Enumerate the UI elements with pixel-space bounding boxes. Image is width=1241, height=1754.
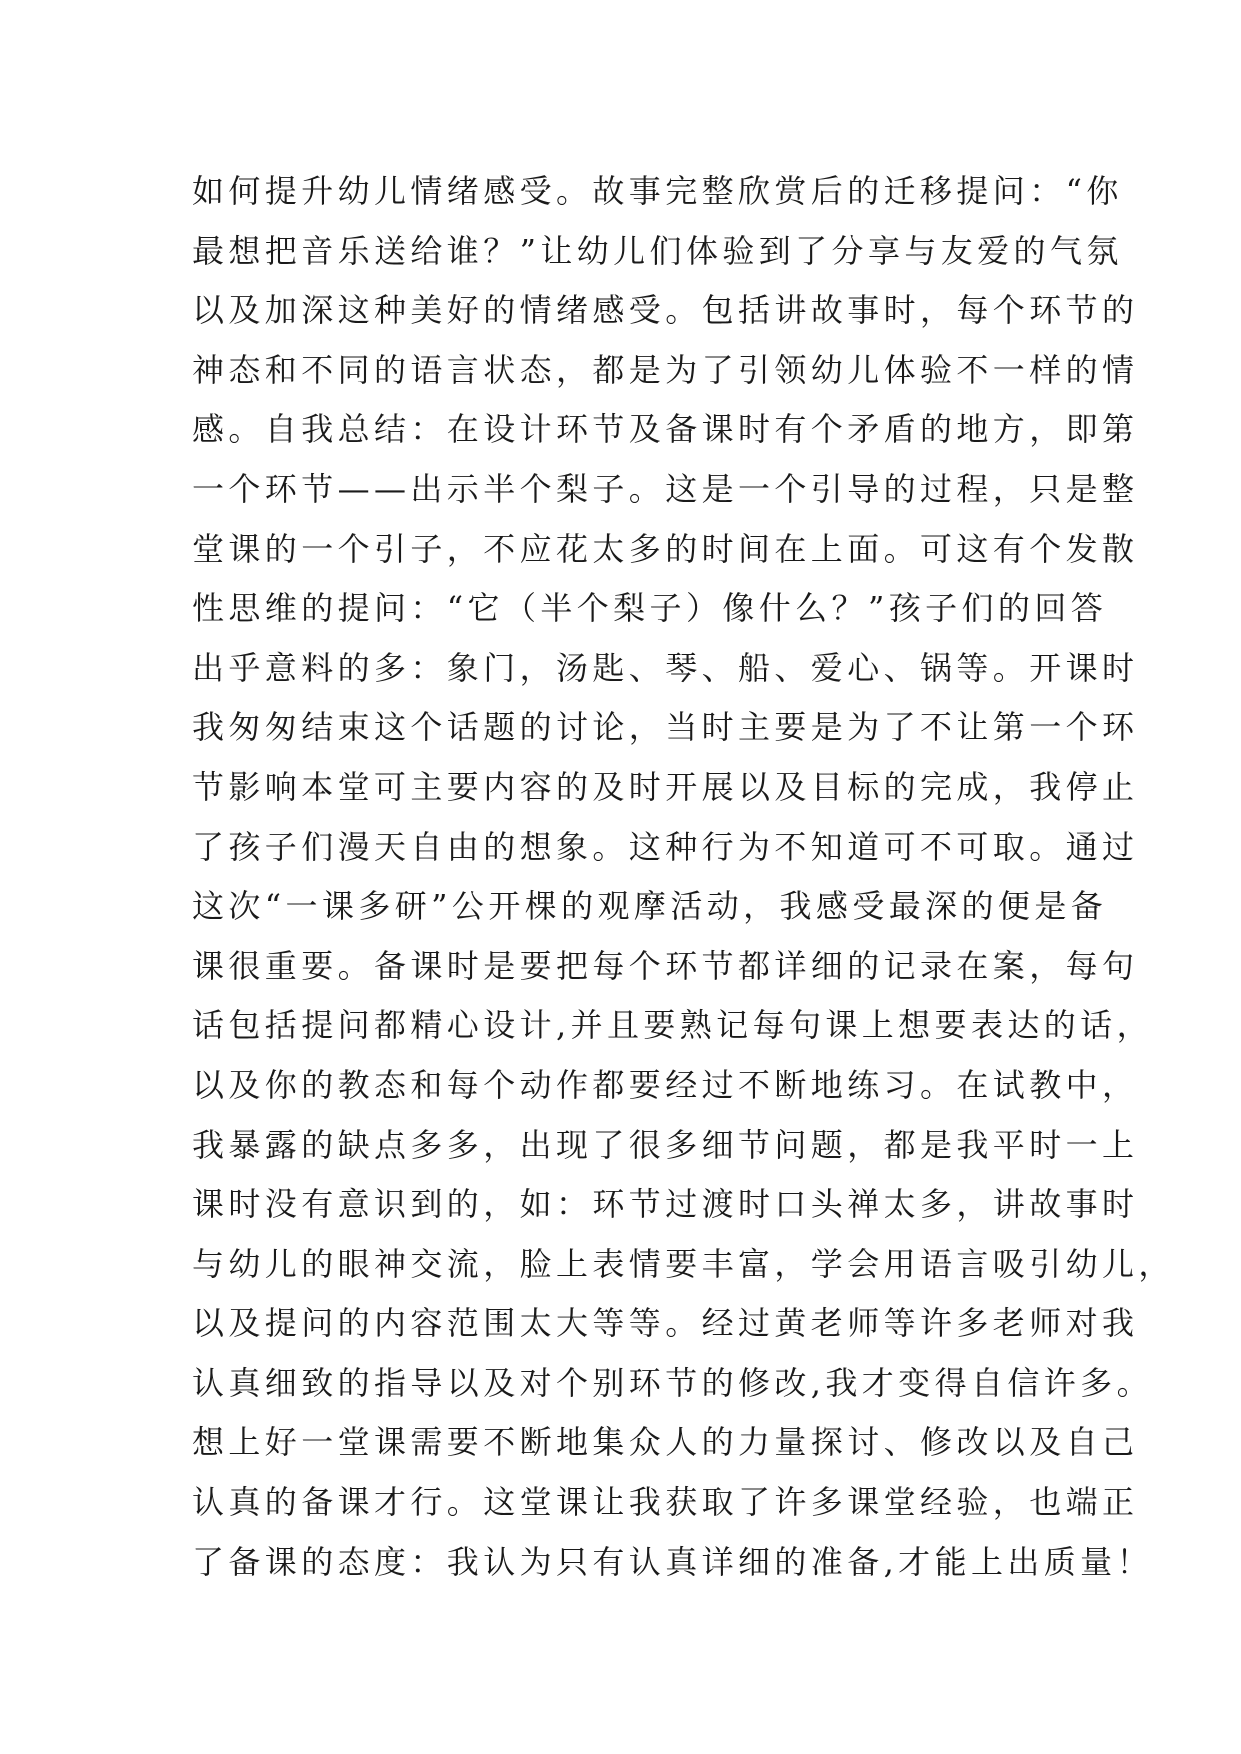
text-line-16: 以及你的教态和每个动作都要经过不断地练习。在试教中，: [192, 1065, 1139, 1104]
text-line-5: 感。自我总结：在设计环节及备课时有个矛盾的地方，即第: [192, 410, 1139, 449]
text-line-4: 神态和不同的语言状态，都是为了引领幼儿体验不一样的情: [192, 350, 1139, 389]
body-paragraph: [192, 162, 1175, 1592]
text-line-21: 认真细致的指导以及对个别环节的修改,我才变得自信许多。: [192, 1363, 1153, 1402]
text-line-17: 我暴露的缺点多多，出现了很多细节问题，都是我平时一上: [192, 1125, 1139, 1164]
text-line-13: 这次“一课多研”公开棵的观摩活动，我感受最深的便是备: [192, 887, 1108, 926]
text-line-6: 一个环节——出示半个梨子。这是一个引导的过程，只是整: [192, 469, 1139, 508]
text-line-1: 如何提升幼儿情绪感受。故事完整欣赏后的迁移提问：“你: [192, 172, 1123, 210]
text-line-12: 了孩子们漫天自由的想象。这种行为不知道可不可取。通过: [192, 827, 1139, 866]
text-line-24: 了备课的态度：我认为只有认真详细的准备,才能上出质量！: [192, 1542, 1153, 1581]
text-line-9: 出乎意料的多：象门，汤匙、琴、船、爱心、锅等。开课时: [192, 648, 1139, 687]
text-line-15: 话包括提问都精心设计,并且要熟记每句课上想要表达的话，: [192, 1006, 1153, 1045]
text-line-14: 课很重要。备课时是要把每个环节都详细的记录在案，每句: [192, 946, 1139, 985]
text-line-23: 认真的备课才行。这堂课让我获取了许多课堂经验，也端正: [192, 1483, 1139, 1522]
text-line-7: 堂课的一个引子，不应花太多的时间在上面。可这有个发散: [192, 529, 1139, 568]
text-line-3: 以及加深这种美好的情绪感受。包括讲故事时，每个环节的: [192, 291, 1139, 330]
text-line-18: 课时没有意识到的，如：环节过渡时口头禅太多，讲故事时: [192, 1185, 1139, 1224]
text-line-19: 与幼儿的眼神交流，脸上表情要丰富，学会用语言吸引幼儿，: [192, 1244, 1175, 1283]
text-line-22: 想上好一堂课需要不断地集众人的力量探讨、修改以及自己: [192, 1423, 1139, 1462]
text-line-8: 性思维的提问：“它（半个梨子）像什么？”孩子们的回答: [192, 589, 1108, 628]
text-line-10: 我匆匆结束这个话题的讨论，当时主要是为了不让第一个环: [192, 708, 1139, 747]
text-line-20: 以及提问的内容范围太大等等。经过黄老师等许多老师对我: [192, 1304, 1139, 1343]
text-line-11: 节影响本堂可主要内容的及时开展以及目标的完成，我停止: [192, 767, 1139, 806]
text-line-2: 最想把音乐送给谁？”让幼儿们体验到了分享与友爱的气氛: [192, 231, 1123, 270]
